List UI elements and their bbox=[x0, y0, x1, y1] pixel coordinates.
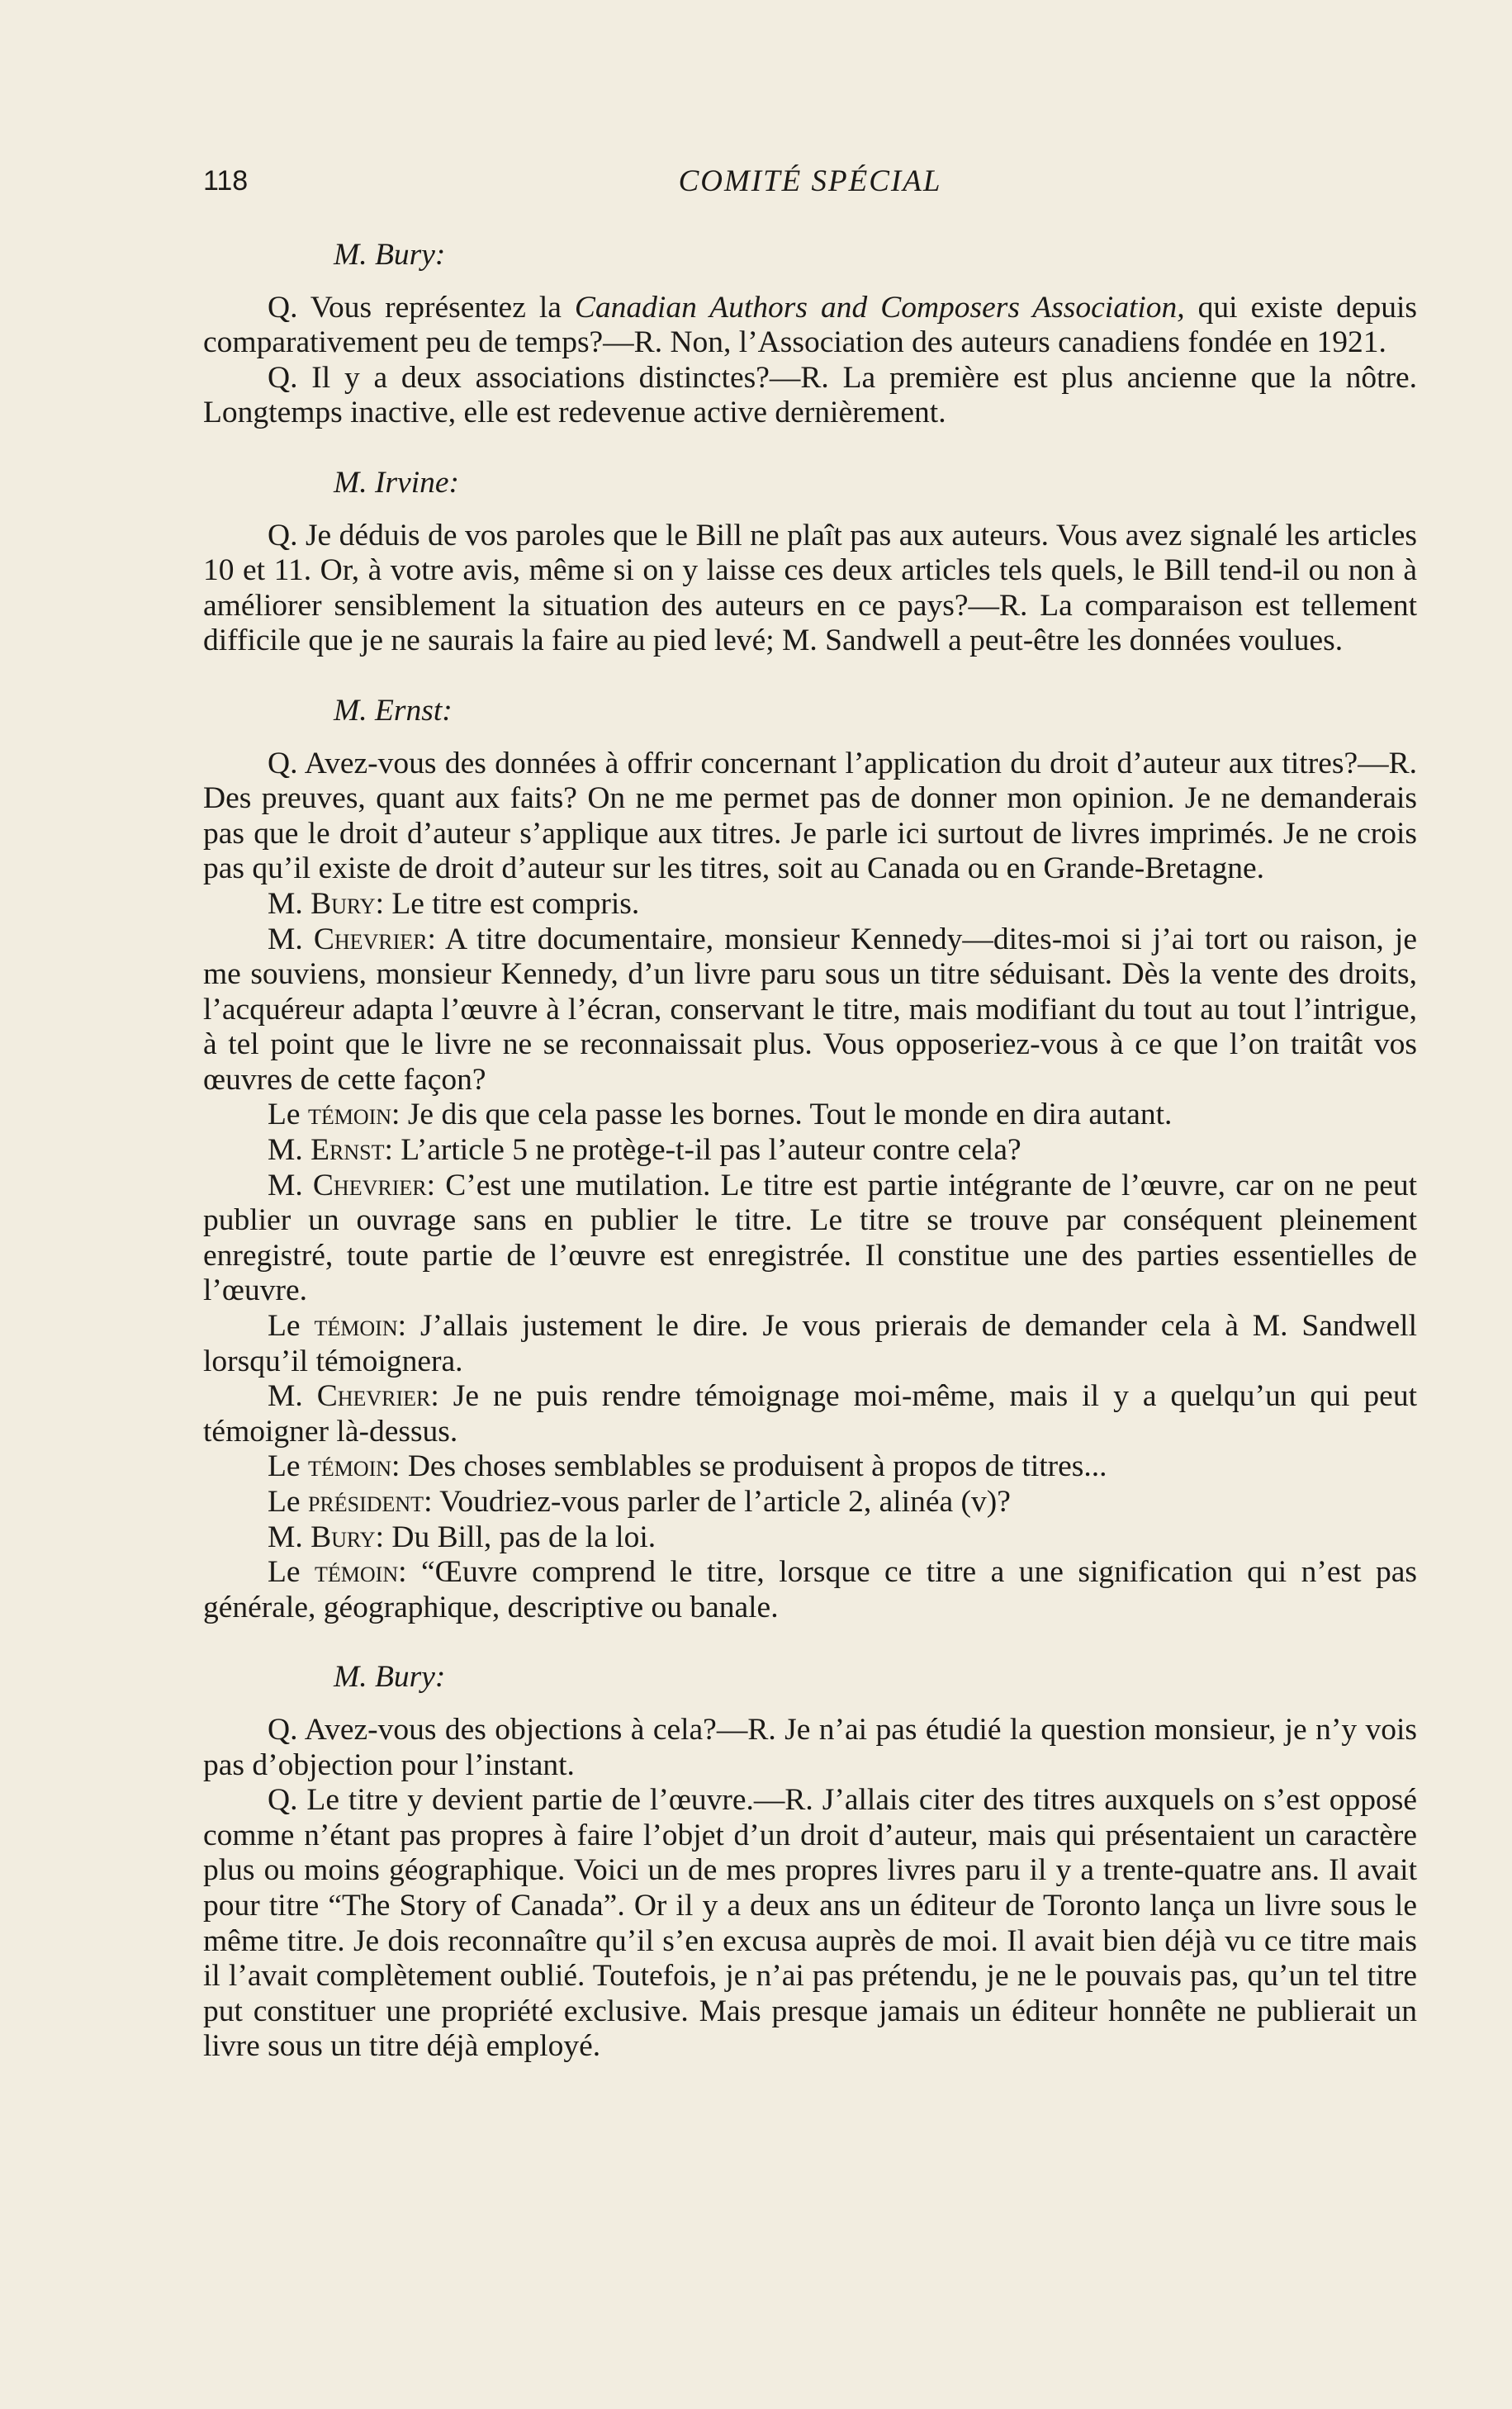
paragraph: Q. Il y a deux associations distinctes?—R. La première est plus ancienne que la nôtre. Longtemps inactive, elle est redevenue active dernièrement. bbox=[203, 360, 1417, 430]
speaker-heading: M. Bury: bbox=[334, 1660, 446, 1695]
dialogue-line: M. Bury: Le titre est compris. bbox=[268, 886, 640, 921]
speaker-heading: M. Bury: bbox=[334, 238, 446, 272]
dialogue-line: Le témoin: Des choses semblables se produisent à propos de titres... bbox=[268, 1449, 1107, 1484]
dialogue-line: Le témoin: “Œuvre comprend le titre, lorsque ce titre a une signification qui n’est pas générale, géographique, descriptive ou banale. bbox=[203, 1555, 1417, 1624]
paragraph: Q. Avez-vous des données à offrir concernant l’application du droit d’auteur aux titres?—R. Des preuves, quant aux faits? On ne me permet pas de donner mon opinion. Je ne demanderais pas que le droit d’auteur s’applique aux titres. Je parle ici surtout de livres imprimés. Je ne crois pas qu’il existe de droit d’auteur sur les titres, soit au Canada ou en Grande-Bretagne. bbox=[203, 746, 1417, 886]
paragraph: Q. Avez-vous des objections à cela?—R. Je n’ai pas étudié la question monsieur, je n’y vois pas d’objection pour l’instant. bbox=[203, 1712, 1417, 1782]
body-text bbox=[203, 238, 1417, 2065]
dialogue-line: M. Ernst: L’article 5 ne protège-t-il pas l’auteur contre cela? bbox=[268, 1133, 1021, 1168]
dialogue-line: M. Chevrier: C’est une mutilation. Le titre est partie intégrante de l’œuvre, car on ne peut publier un ouvrage sans en publier le titre. Le titre se trouve par conséquent pleinement enregistré, toute partie de l’œuvre est enregistrée. Il constitue une des parties essentielles de l’œuvre. bbox=[203, 1168, 1418, 1308]
speaker-heading: M. Irvine: bbox=[334, 465, 460, 500]
dialogue-line: M. Chevrier: Je ne puis rendre témoignage moi-même, mais il y a quelqu’un qui peut témoigner là-dessus. bbox=[203, 1379, 1417, 1449]
dialogue-line: M. Chevrier: A titre documentaire, monsieur Kennedy—dites-moi si j’ai tort ou raison, je me souviens, monsieur Kennedy, d’un livre paru sous un titre séduisant. Dès la vente des droits, l’acquéreur adapta l’œuvre à l’écran, conservant le titre, mais modifiant du tout au tout l’intrigue, à tel point que le livre ne se reconnaissait plus. Vous opposeriez-vous à ce que l’on traitât vos œuvres de cette façon? bbox=[203, 922, 1417, 1097]
running-title: COMITÉ SPÉCIAL bbox=[678, 164, 942, 198]
dialogue-line: Le témoin: J’allais justement le dire. Je vous prierais de demander cela à M. Sandwell lorsqu’il témoignera. bbox=[203, 1309, 1417, 1378]
paragraph: Q. Le titre y devient partie de l’œuvre.—R. J’allais citer des titres auxquels on s’est opposé comme n’étant pas propres à faire l’objet d’un droit d’auteur, mais qui présentaient un caractère plus ou moins géographique. Voici un de mes propres livres paru il y a trente-quatre ans. Il avait pour titre “The Story of Canada”. Or il y a deux ans un éditeur de Toronto lança un livre sous le même titre. Je dois reconnaître qu’il s’en excusa auprès de moi. Il avait bien déjà vu ce titre mais il l’avait complètement oublié. Toutefois, je n’ai pas prétendu, je ne le pouvais pas, qu’un tel titre put constituer une propriété exclusive. Mais presque jamais un éditeur honnête ne publierait un livre sous un titre déjà employé. bbox=[203, 1783, 1417, 2064]
running-header bbox=[203, 164, 1417, 205]
dialogue-line: Le président: Voudriez-vous parler de l’article 2, alinéa (v)? bbox=[268, 1485, 1011, 1519]
speaker-heading: M. Ernst: bbox=[334, 693, 453, 728]
dialogue-line: M. Bury: Du Bill, pas de la loi. bbox=[268, 1520, 656, 1554]
page-number: 118 bbox=[203, 165, 249, 197]
paragraph: Q. Vous représentez la Canadian Authors and Composers Association, qui existe depuis comparativement peu de temps?—R. Non, l’Association des auteurs canadiens fondée en 1921. bbox=[203, 290, 1417, 360]
paragraph: Q. Je déduis de vos paroles que le Bill ne plaît pas aux auteurs. Vous avez signalé les articles 10 et 11. Or, à votre avis, même si on y laisse ces deux articles tels quels, le Bill tend-il ou non à améliorer sensiblement la situation des auteurs en ce pays?—R. La comparaison est tellement difficile que je ne saurais la faire au pied levé; M. Sandwell a peut-être les données voulues. bbox=[203, 518, 1417, 658]
dialogue-line: Le témoin: Je dis que cela passe les bornes. Tout le monde en dira autant. bbox=[268, 1098, 1173, 1132]
